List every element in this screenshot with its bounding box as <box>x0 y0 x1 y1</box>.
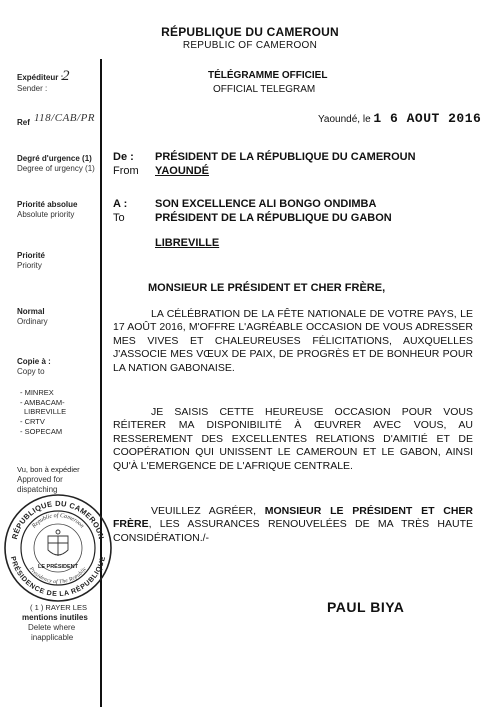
approved-line-en-2: dispatching <box>17 485 58 494</box>
coat-of-arms-icon <box>48 530 68 556</box>
footnote-line3: Delete where <box>28 623 76 632</box>
footnote-line2: mentions inutiles <box>22 613 88 622</box>
seal-center-text: LE PRÉSIDENT <box>37 564 79 570</box>
closing-text-b: , LES ASSURANCES RENOUVELÉES DE MA TRÈS HAUTE CONSIDÉRATION./- <box>113 518 473 544</box>
copy-label-fr: Copie à : <box>17 357 51 366</box>
to-label-fr: A : <box>113 198 128 210</box>
copy-item: - MINREX <box>20 388 54 397</box>
copy-item: - CRTV <box>20 417 45 426</box>
from-label-en: From <box>113 165 139 177</box>
copy-item: - AMBACAM- <box>20 398 65 407</box>
approved-line-en: Approved for <box>17 475 63 484</box>
country-header-fr: RÉPUBLIQUE DU CAMEROUN <box>161 25 339 39</box>
presidential-seal <box>2 492 114 604</box>
date-stamp: 1 6 AOUT 2016 <box>373 111 482 126</box>
ordinary-en: Ordinary <box>17 317 48 326</box>
copy-item: LIBREVILLE <box>24 407 67 416</box>
normal-fr: Normal <box>17 307 45 316</box>
ref-handwritten-value: 118/CAB/PR <box>34 112 96 124</box>
seal-outer-top-text: RÉPUBLIQUE DU CAMEROUN <box>9 498 107 541</box>
country-header-en: REPUBLIC OF CAMEROON <box>182 40 318 51</box>
sender-city: YAOUNDÉ <box>155 165 209 177</box>
urgency-label-en: Degree of urgency (1) <box>17 164 95 173</box>
salutation: MONSIEUR LE PRÉSIDENT ET CHER FRÈRE, <box>148 282 386 294</box>
sender-handwritten-value: 2 <box>62 68 70 84</box>
priority-fr: Priorité <box>17 251 46 260</box>
telegram-title-fr: TÉLÉGRAMME OFFICIEL <box>208 70 328 81</box>
place-label: Yaoundé, le <box>318 114 371 125</box>
to-label-en: To <box>113 212 125 224</box>
signature-name: PAUL BIYA <box>327 599 405 615</box>
margin-rule <box>100 59 102 707</box>
absolute-priority-fr: Priorité absolue <box>17 200 78 209</box>
recipient-title: PRÉSIDENT DE LA RÉPUBLIQUE DU GABON <box>155 212 392 224</box>
seal-inner-bottom-text: Presidency of The Republic <box>27 566 89 586</box>
priority-en: Priority <box>17 261 42 270</box>
copy-item: - SOPECAM <box>20 427 63 436</box>
recipient-name: SON EXCELLENCE ALI BONGO ONDIMBA <box>155 198 377 210</box>
paragraph-1: LA CÉLÉBRATION DE LA FÊTE NATIONALE DE VOTRE PAYS, LE 17 AOÛT 2016, M'OFFRE L'AGRÉABLE OCCASION DE VOUS ADRESSER MES VIVES ET CHALEUREUSES FÉLICITATIONS, AUXQUELLES J'ASSOCIE MES VŒUX DE PAIX, DE PROGRÈS ET DE BONHEUR POUR LA NATION GABONAISE. <box>113 308 473 374</box>
seal-inner-top-text: Republic of Cameroon <box>31 512 85 530</box>
from-label-fr: De : <box>113 151 134 163</box>
footnote-line1: ( 1 ) RAYER LES <box>30 603 87 612</box>
telegram-title-en: OFFICIAL TELEGRAM <box>213 84 316 95</box>
recipient-city: LIBREVILLE <box>155 237 220 249</box>
closing-text-a: VEUILLEZ AGRÉER, <box>151 505 265 517</box>
svg-text:Republic of Cameroon <box>31 512 85 530</box>
sender-name: PRÉSIDENT DE LA RÉPUBLIQUE DU CAMEROUN <box>155 151 416 163</box>
sender-label: Sender : <box>17 84 48 93</box>
expediteur-label: Expéditeur : <box>17 73 64 82</box>
urgency-label-fr: Degré d'urgence (1) <box>17 154 92 163</box>
ref-label: Ref <box>17 118 30 127</box>
paragraph-3 <box>113 505 473 545</box>
absolute-priority-en: Absolute priority <box>17 210 75 219</box>
paragraph-2: JE SAISIS CETTE HEUREUSE OCCASION POUR VOUS RÉITERER MA DISPONIBILITÉ À ŒUVRER AVEC VOUS, AU RESSEREMENT DES EXCELLENTES RELATIONS D'AMITIÉ ET DE COOPÉRATION QUI UNISSENT LE CAMEROUN ET LE GABON, AINSI QU'À L'EMERGENCE DE L'AFRIQUE CENTRALE. <box>113 406 473 472</box>
approved-line-fr: Vu, bon à expédier <box>17 465 80 474</box>
seal-outer-bottom-text: PRÉSIDENCE DE LA RÉPUBLIQUE <box>8 555 108 599</box>
date-line <box>318 111 481 126</box>
closing-address: MONSIEUR LE PRÉSIDENT ET CHER FRÈRE <box>113 505 473 531</box>
footnote-line4: inapplicable <box>31 633 74 642</box>
copy-label-en: Copy to <box>17 367 45 376</box>
